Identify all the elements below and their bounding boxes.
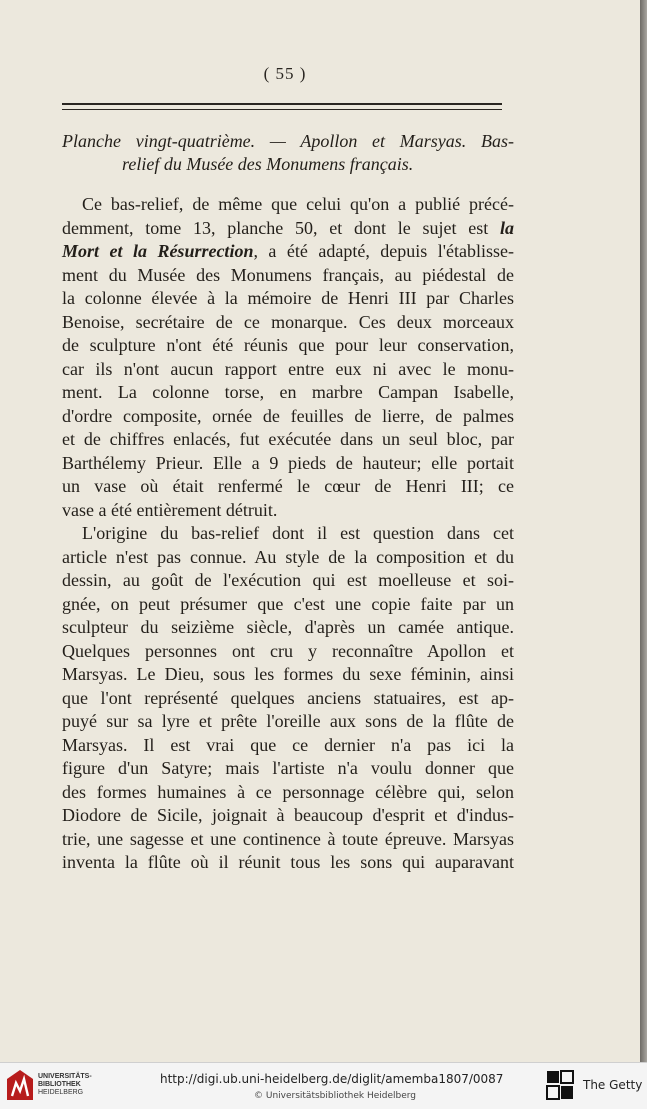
text-line: et de chiffres enlacés, fut exécutée dans un seul bloc, par <box>62 429 514 449</box>
text-line: car ils n'ont aucun rapport entre eux ni avec le monu- <box>62 358 514 379</box>
heading-line-1: Planche vingt-quatrième. — Apollon et Marsyas. Bas- <box>62 131 514 151</box>
text-line: dessin, au goût de l'exécution qui est moelleuse et soi- <box>62 570 514 590</box>
getty-logo-icon[interactable] <box>546 1070 574 1100</box>
text-line: Mort et la Résurrection, a été adapté, depuis l'établisse- <box>62 241 514 261</box>
copyright-notice: © Universitätsbibliothek Heidelberg <box>254 1091 417 1101</box>
text-line: demment, tome 13, planche 50, et dont le sujet est la <box>62 217 514 238</box>
text-line: des formes humaines à ce personnage célèbre qui, selon <box>62 781 514 802</box>
library-name <box>38 1073 92 1097</box>
header-rule-thick <box>62 103 502 105</box>
text-line: vase a été entièrement détruit. <box>62 499 278 520</box>
page-edge <box>640 0 647 1062</box>
heading-line-2: relief du Musée des Monumens français. <box>122 154 414 174</box>
permalink-url[interactable]: http://digi.ub.uni-heidelberg.de/diglit/amemba1807/0087 <box>160 1072 504 1086</box>
text-line: Quelques personnes ont cru y reconnaître Apollon et <box>62 640 514 661</box>
library-line-3: HEIDELBERG <box>38 1089 84 1096</box>
getty-name: The Getty <box>583 1078 643 1092</box>
text-line: article n'est pas connue. Au style de la composition et du <box>62 546 514 567</box>
text-line: Ce bas-relief, de même que celui qu'on a publié précé- <box>82 194 514 214</box>
text-line: puyé sur sa lyre et prête l'oreille aux sons de la flûte de <box>62 711 514 731</box>
text-line: inventa la flûte où il réunit tous les sons qui auparavant <box>62 852 514 872</box>
header-rule-thin <box>62 109 502 110</box>
text-line: que l'ont représenté quelques anciens statuaires, est ap- <box>62 687 514 708</box>
library-line-1: UNIVERSITÄTS- <box>38 1073 92 1080</box>
text-line: Benoise, secrétaire de ce monarque. Ces deux morceaux <box>62 311 514 332</box>
text-line: Barthélemy Prieur. Elle a 9 pieds de hauteur; elle portait <box>62 452 514 473</box>
body-text <box>62 193 514 875</box>
text-line: gnée, on peut présumer que c'est une copie faite par un <box>62 593 514 614</box>
library-line-2: BIBLIOTHEK <box>38 1081 81 1088</box>
heidelberg-ub-logo-icon[interactable] <box>6 1069 34 1101</box>
viewer-footer <box>0 1062 647 1109</box>
text-line: de sculpture n'ont été réunis que pour leur conservation, <box>62 335 514 355</box>
text-line: ment. La colonne torse, en marbre Campan Isabelle, <box>62 382 514 402</box>
text-line: figure d'un Satyre; mais l'artiste n'a voulu donner que <box>62 758 514 778</box>
text-line: Marsyas. Le Dieu, sous les formes du sexe féminin, ainsi <box>62 664 514 684</box>
text-line: ment du Musée des Monumens français, au piédestal de <box>62 264 514 285</box>
text-line: un vase où était renfermé le cœur de Henri III; ce <box>62 476 514 496</box>
text-line: L'origine du bas-relief dont il est question dans cet <box>82 523 514 543</box>
text-line: d'ordre composite, ornée de feuilles de lierre, de palmes <box>62 405 514 426</box>
text-line: la colonne élevée à la mémoire de Henri III par Charles <box>62 288 514 308</box>
plate-heading <box>62 130 514 176</box>
text-line: sculpteur du seizième siècle, d'après un camée antique. <box>62 617 514 637</box>
text-line: Diodore de Sicile, joignait à beaucoup d'esprit et d'indus- <box>62 805 514 825</box>
text-line: Marsyas. Il est vrai que ce dernier n'a pas ici la <box>62 734 514 755</box>
text-line: trie, une sagesse et une continence à toute épreuve. Marsyas <box>62 828 514 849</box>
page-number: ( 55 ) <box>263 64 307 83</box>
